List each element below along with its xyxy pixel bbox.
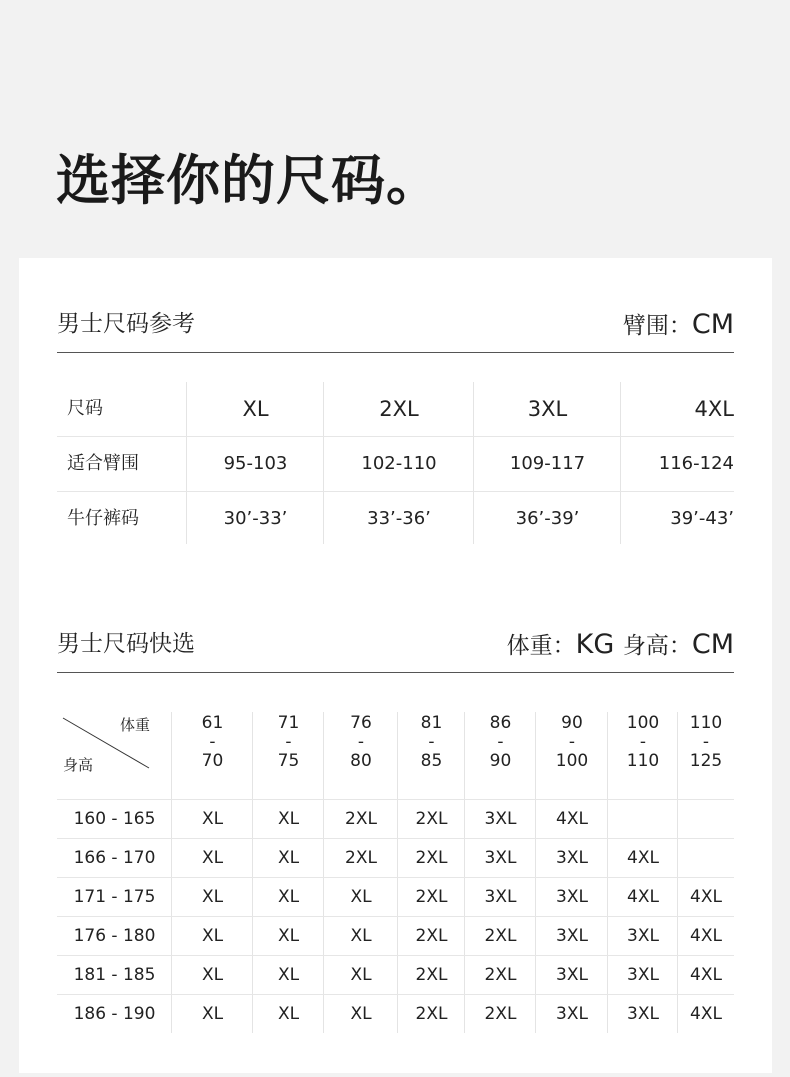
weight-range-header (324, 712, 398, 771)
size-cell: 3XL (627, 1004, 659, 1024)
size-cell: 2XL (345, 848, 377, 868)
size-cell: XL (350, 926, 372, 946)
height-range-label: 181 - 185 (73, 965, 156, 985)
size-cell: 3XL (627, 926, 659, 946)
weight-range-header (398, 712, 465, 771)
size-cell: XL (350, 1004, 372, 1024)
size-cell: 4XL (690, 1004, 722, 1024)
size-cell: XL (277, 848, 300, 868)
row-label: 适合臂围 (67, 453, 139, 474)
size-cell: XL (277, 1004, 300, 1024)
table-row (57, 491, 734, 546)
weight-bottom: 75 (277, 751, 300, 771)
row-label: 牛仔裤码 (67, 508, 139, 529)
corner-height-label: 身高 (63, 756, 94, 774)
weight-range-header (536, 712, 608, 771)
size-cell: XL (201, 848, 224, 868)
size-cell: XL (277, 887, 300, 907)
weight-top: 76 (350, 713, 372, 733)
weight-top: 61 (201, 713, 224, 733)
corner-weight-label: 体重 (119, 716, 150, 734)
weight-bottom: 110 (626, 751, 660, 771)
size-cell: 2XL (415, 926, 448, 946)
table-cell: 95-103 (223, 453, 288, 474)
size-quick-select-header (57, 628, 734, 673)
table-row (57, 955, 734, 994)
page-title: 选择你的尺码。 (56, 149, 441, 212)
size-4xl: 4XL (694, 397, 734, 421)
table-cell: 102-110 (361, 453, 437, 474)
weight-dash: - (702, 732, 710, 752)
size-cell: XL (201, 926, 224, 946)
table-cell: 33’-36’ (367, 508, 431, 529)
size-cell: 3XL (627, 965, 659, 985)
weight-top: 86 (489, 713, 512, 733)
size-cell: XL (277, 926, 300, 946)
size-2xl: 2XL (379, 397, 419, 421)
size-xl: XL (242, 397, 269, 421)
corner-cell (57, 712, 172, 799)
size-cell: 2XL (484, 965, 517, 985)
weight-bottom: 80 (350, 751, 372, 771)
table-row (57, 994, 734, 1033)
weight-range-header (465, 712, 536, 771)
size-cell: XL (201, 1004, 224, 1024)
size-cell: 3XL (484, 809, 517, 829)
height-range-label: 160 - 165 (73, 809, 156, 829)
weight-top: 90 (561, 713, 583, 733)
weight-dash: - (285, 732, 292, 752)
size-cell: XL (201, 965, 224, 985)
size-cell: 2XL (484, 1004, 517, 1024)
weight-range-header (172, 712, 253, 771)
size-cell: XL (350, 887, 372, 907)
weight-dash: - (639, 732, 647, 752)
size-cell: 3XL (556, 848, 588, 868)
table-cell: 39’-43’ (670, 508, 734, 529)
table-row (57, 877, 734, 916)
size-cell: 4XL (690, 926, 722, 946)
weight-top: 81 (420, 713, 443, 733)
size-cell: XL (201, 809, 224, 829)
size-header-row (57, 382, 734, 436)
weight-dash: - (497, 732, 504, 752)
weight-top: 110 (689, 713, 723, 733)
weight-bottom: 100 (555, 751, 589, 771)
weight-bottom: 125 (689, 751, 723, 771)
size-cell: 2XL (415, 965, 448, 985)
size-cell: 2XL (345, 809, 377, 829)
size-cell: 2XL (415, 848, 448, 868)
size-header-label: 尺码 (67, 398, 103, 419)
weight-top: 100 (626, 713, 660, 733)
weight-dash: - (209, 732, 216, 752)
size-reference-header (57, 308, 734, 353)
table-row (57, 799, 734, 838)
table-cell: 36’-39’ (515, 508, 580, 529)
size-cell: 3XL (556, 1004, 588, 1024)
size-cell: XL (201, 887, 224, 907)
table-cell: 116-124 (658, 453, 734, 474)
weight-bottom: 90 (489, 751, 512, 771)
size-cell: 4XL (690, 887, 722, 907)
weight-dash: - (568, 732, 576, 752)
size-quick-select-table (57, 712, 734, 1033)
size-cell: 4XL (690, 965, 722, 985)
size-guide-card (19, 258, 772, 1073)
size-cell: 2XL (415, 887, 448, 907)
size-reference-table (57, 382, 734, 546)
weight-range-header (253, 712, 324, 771)
size-cell: XL (277, 965, 300, 985)
table-cell: 109-117 (509, 453, 586, 474)
size-cell: 2XL (415, 809, 448, 829)
weight-header-row (57, 712, 734, 799)
table-row (57, 436, 734, 491)
height-range-label: 186 - 190 (73, 1004, 156, 1024)
height-range-label: 176 - 180 (73, 926, 156, 946)
table-cell: 30’-33’ (223, 508, 288, 529)
size-reference-title: 男士尺码参考 (57, 311, 195, 337)
weight-top: 71 (277, 713, 300, 733)
weight-dash: - (357, 732, 365, 752)
size-cell: 4XL (627, 848, 659, 868)
size-cell: 2XL (484, 926, 517, 946)
size-cell: 3XL (556, 926, 588, 946)
weight-bottom: 85 (420, 751, 443, 771)
size-cell: 3XL (556, 965, 588, 985)
weight-range-header (678, 712, 734, 771)
quick-select-units: 体重：KG 身高：CM (506, 629, 734, 660)
size-cell: 3XL (484, 887, 517, 907)
weight-range-header (608, 712, 678, 771)
size-3xl: 3XL (527, 397, 568, 421)
size-cell: 4XL (556, 809, 588, 829)
size-cell: XL (277, 809, 300, 829)
size-cell: XL (350, 965, 372, 985)
table-row (57, 916, 734, 955)
weight-bottom: 70 (201, 751, 224, 771)
weight-dash: - (428, 732, 435, 752)
size-cell: 4XL (627, 887, 659, 907)
size-cell: 2XL (415, 1004, 448, 1024)
size-cell: 3XL (556, 887, 588, 907)
size-cell: 3XL (484, 848, 517, 868)
height-range-label: 171 - 175 (73, 887, 156, 907)
size-quick-select-title: 男士尺码快选 (57, 631, 195, 657)
size-reference-unit: 臂围：CM (622, 309, 734, 340)
table-row (57, 838, 734, 877)
height-range-label: 166 - 170 (73, 848, 156, 868)
